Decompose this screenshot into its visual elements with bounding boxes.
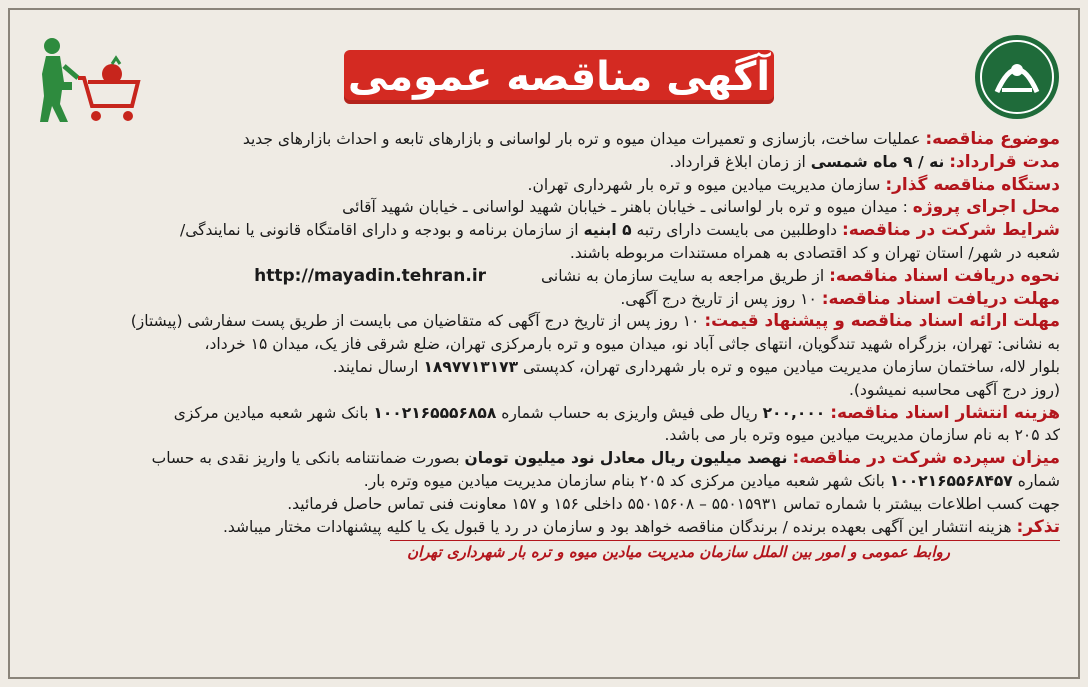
fee-line-2: کد ۲۰۵ به نام سازمان مدیریت میادین میوه وتره بار می باشد. (664, 426, 1060, 445)
documents-deadline-line: مهلت دریافت اسناد مناقصه: ۱۰ روز پس از تاریخ درج آگهی. (620, 288, 1060, 309)
reminder-line: تذکر: هزینه انتشار این آگهی بعهده برنده / برندگان مناقصه خواهد بود و سازمان در رد یا قبول یک یا کلیه پیشنهادات مختار میباشد. (222, 516, 1060, 537)
conditions-line: شرایط شرکت در مناقصه: داوطلبین می بایست دارای رتبه ۵ ابنیه از سازمان برنامه و بودجه و دارای اقامتگاه قانونی یا نمایندگی/ (179, 220, 1060, 241)
footer-signature: روابط عمومی و امور بین الملل سازمان مدیریت میادین میوه و تره بار شهرداری تهران (390, 540, 1060, 564)
contract-duration-line: مدت قرارداد: نه / ۹ ماه شمسی از زمان ابلاغ قرارداد. (669, 151, 1060, 172)
subject-line: موضوع مناقصه: عملیات ساخت، بازسازی و تعمیرات میدان میوه و تره بار لواسانی و بازارهای تابعه و احداث بازارهای جدید (242, 129, 1060, 149)
deposit-line: میزان سپرده شرکت در مناقصه: نهصد میلیون ریال معادل نود میلیون تومان بصورت ضمانتنامه بانکی یا واریز نقدی به حساب (151, 448, 1060, 469)
deposit-line-2: شماره ۱۰۰۲۱۶۵۵۶۸۴۵۷ بانک شهر شعبه میادین مرکزی کد ۲۰۵ بنام سازمان مدیریت میادین میوه وتره بار. (363, 471, 1060, 490)
documents-method-line: نحوه دریافت اسناد مناقصه: از طریق مراجعه به سایت سازمان به نشانی http://mayadin.tehran.ir (254, 265, 1060, 286)
conditions-line-2: شعبه در شهر/ استان تهران و کد اقتصادی به همراه مستندات مربوطه باشند. (569, 243, 1060, 262)
organizer-line: دستگاه مناقصه گذار: سازمان مدیریت میادین میوه و تره بار شهرداری تهران. (527, 174, 1060, 195)
fee-line: هزینه انتشار اسناد مناقصه: ۲۰۰,۰۰۰ ریال طی فیش واریزی به حساب شماره ۱۰۰۲۱۶۵۵۵۶۸۵۸ بانک شهر شعبه میادین مرکزی (173, 402, 1060, 423)
website-link[interactable]: http://mayadin.tehran.ir (254, 265, 487, 286)
project-location-line: محل اجرای پروژه : میدان میوه و تره بار لواسانی ـ خیابان باهنر ـ خیابان شهید لواسانی ـ خیابان شهید آقائی (342, 197, 1060, 218)
header (14, 10, 1074, 128)
submission-deadline-line: مهلت ارائه اسناد مناقصه و پیشنهاد قیمت: ۱۰ روز پس از تاریخ درج آگهی که متقاضیان می بایست از طریق پست سفارشی (پیشتاز) (130, 311, 1060, 332)
address-line: به نشانی: تهران، بزرگراه شهید تندگویان، انتهای جاثی آباد نو، میدان میوه و تره بارمرکزی تهران، ضلع شرقی فاز یک، میدان ۱۵ خرداد، (204, 335, 1060, 354)
notice-body (14, 128, 1074, 564)
shopping-cart-icon (34, 34, 144, 126)
tehran-municipality-logo-icon (972, 32, 1062, 122)
note-line: (روز درج آگهی محاسبه نمیشود). (848, 380, 1060, 399)
page-title: آگهی مناقصه عمومی (344, 50, 774, 104)
contact-line: جهت کسب اطلاعات بیشتر با شماره تماس ۵۵۰۱۵۹۳۱ – ۵۵۰۱۵۶۰۸ داخلی ۱۵۶ و ۱۵۷ معاونت فنی تماس حاصل فرمائید. (287, 494, 1060, 513)
address-line-2: بلوار لاله، ساختمان سازمان مدیریت میادین میوه و تره بار شهرداری تهران، کدپستی ۱۸۹۷۷۱۳۱۷۳ ارسال نمایند. (332, 357, 1060, 376)
